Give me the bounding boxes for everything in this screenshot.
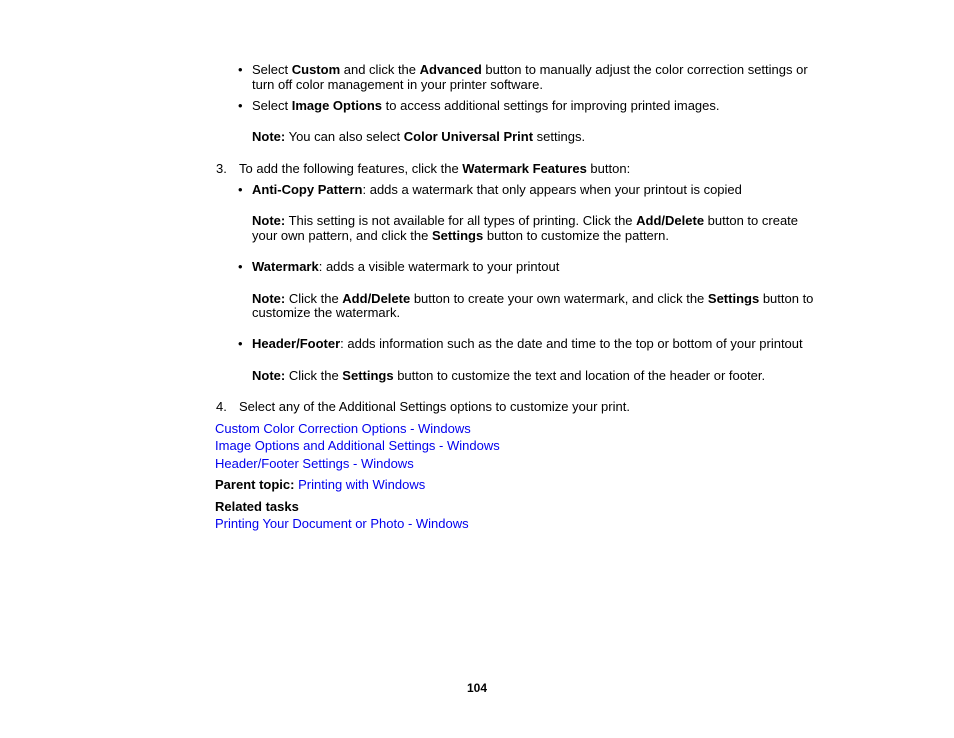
link-header-footer-settings[interactable]: Header/Footer Settings - Windows [215, 456, 414, 471]
note-header-footer: Note: Click the Settings button to customize the text and location of the header or footer. [252, 368, 766, 383]
bullet-watermark: Watermark: adds a visible watermark to your printout [252, 259, 560, 274]
step-number: 3. [216, 161, 227, 176]
link-printing-with-windows[interactable]: Printing with Windows [298, 477, 426, 492]
bullet-custom-line2: turn off color management in your printer software. [252, 77, 543, 92]
note-watermark-line2: customize the watermark. [252, 305, 401, 320]
bullet-image-options: Select Image Options to access additional settings for improving printed images. [252, 98, 720, 113]
parent-topic [215, 477, 425, 492]
bullet-anti-copy-pattern: Anti-Copy Pattern: adds a watermark that only appears when your printout is copied [252, 182, 742, 197]
link-printing-document-photo[interactable]: Printing Your Document or Photo - Windows [215, 516, 469, 531]
note-color-universal-print: Note: You can also select Color Universal Print settings. [252, 129, 586, 144]
bullet-custom-line1: Select Custom and click the Advanced button to manually adjust the color correction settings or [252, 62, 808, 77]
step-3-text: To add the following features, click the Watermark Features button: [239, 161, 631, 176]
note-watermark-line1: Note: Click the Add/Delete button to create your own watermark, and click the Settings button to [252, 291, 814, 306]
bullet-glyph: • [238, 336, 243, 351]
bullet-header-footer: Header/Footer: adds information such as the date and time to the top or bottom of your printout [252, 336, 803, 351]
bullet-glyph: • [238, 182, 243, 197]
step-4-text: Select any of the Additional Settings options to customize your print. [239, 399, 630, 414]
bullet-glyph: • [238, 259, 243, 274]
note-anti-copy-line2: your own pattern, and click the Settings button to customize the pattern. [252, 228, 669, 243]
related-tasks-heading: Related tasks [215, 499, 299, 514]
bullet-glyph: • [238, 98, 243, 113]
step-number: 4. [216, 399, 227, 414]
page-number: 104 [466, 681, 488, 695]
link-custom-color-correction[interactable]: Custom Color Correction Options - Windows [215, 421, 471, 436]
parent-topic-label: Parent topic: [215, 477, 295, 492]
link-image-options-additional-settings[interactable]: Image Options and Additional Settings - Windows [215, 438, 500, 453]
bullet-glyph: • [238, 62, 243, 77]
note-anti-copy-line1: Note: This setting is not available for all types of printing. Click the Add/Delete button to create [252, 213, 799, 228]
